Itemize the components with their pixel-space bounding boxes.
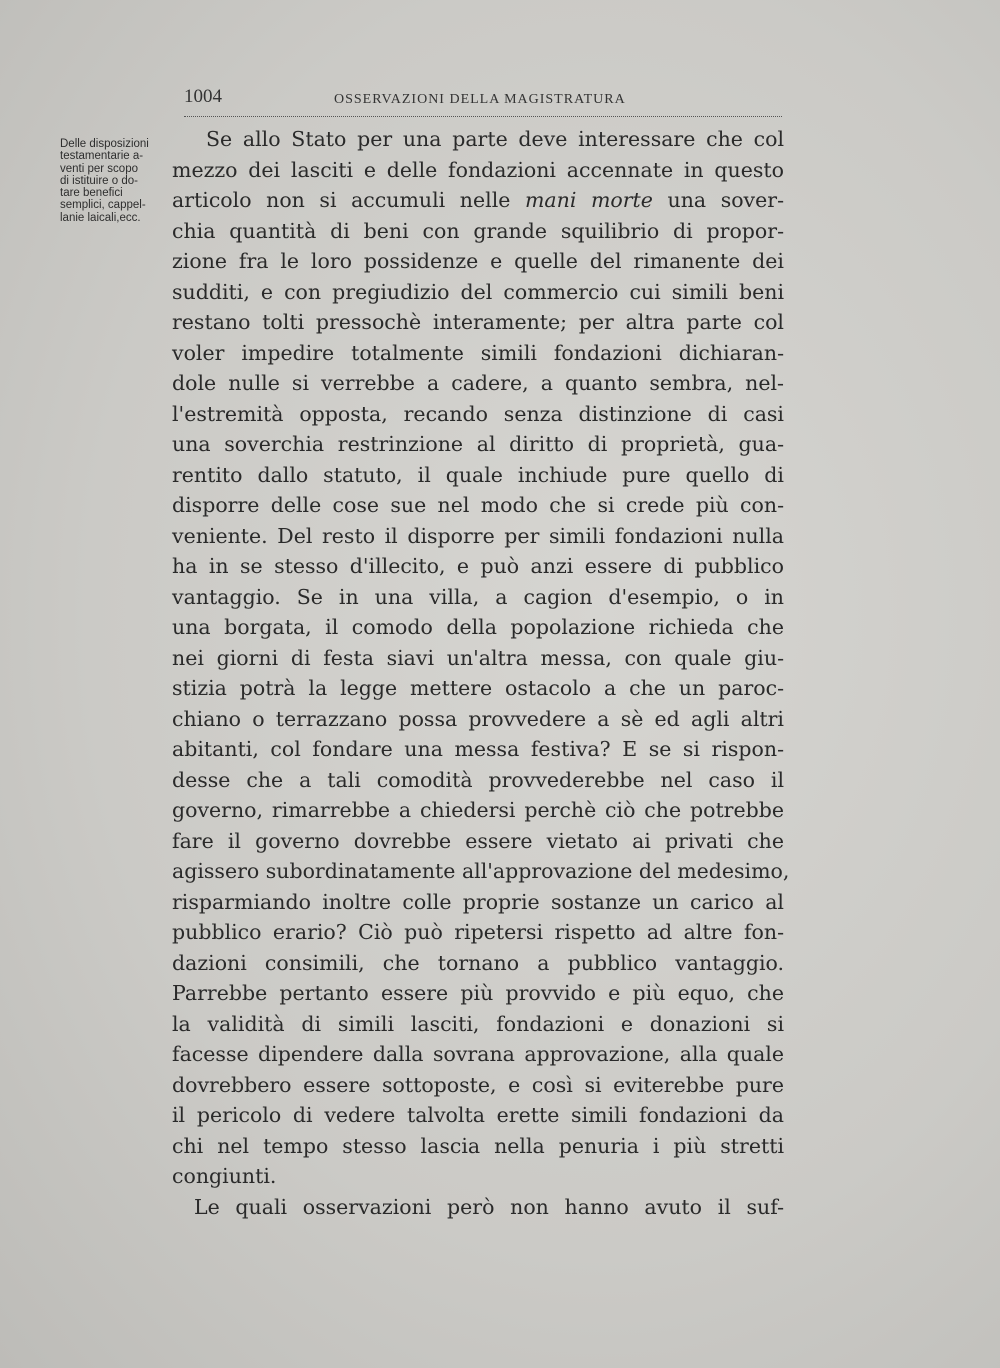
text-line: mezzo dei lasciti e delle fondazioni accennate in questo: [172, 157, 784, 182]
running-head: OSSERVAZIONI DELLA MAGISTRATURA: [334, 92, 626, 107]
text-line: nei giorni di festa siavi un'altra messa, con quale giu-: [172, 645, 784, 670]
text-line: la validità di simili lasciti, fondazioni e donazioni si: [172, 1011, 784, 1036]
text-line-with-italic: [172, 185, 784, 216]
text-line: chia quantità di beni con grande squilibrio di propor-: [172, 218, 784, 243]
text-line: pubblico erario? Ciò può ripetersi rispetto ad altre fon-: [172, 920, 784, 944]
text-line: restano tolti pressochè interamente; per altra parte col: [172, 310, 784, 334]
italic-phrase: mani morte: [524, 188, 653, 212]
text-line: vantaggio. Se in una villa, a cagion d'esempio, o in: [172, 584, 784, 609]
page-number: 1004: [184, 86, 222, 107]
marginal-note-line: Delle disposizioni: [60, 138, 149, 150]
text-line: congiunti.: [172, 1164, 277, 1188]
text-line: risparmiando inoltre colle proprie sostanze un carico al: [172, 889, 784, 914]
text-line: il pericolo di vedere talvolta erette simili fondazioni da: [172, 1103, 784, 1127]
text-line: desse che a tali comodità provvederebbe nel caso il: [172, 767, 784, 792]
body-text: [172, 124, 790, 1222]
text-line: chiano o terrazzano possa provvedere a sè ed agli altri: [172, 706, 784, 731]
text-line: dazioni consimili, che tornano a pubblico vantaggio.: [172, 950, 784, 975]
text-line: Le quali osservazioni però non hanno avuto il suf-: [194, 1194, 784, 1219]
text-fragment: una sover-: [652, 188, 785, 212]
text-line: ha in se stesso d'illecito, e può anzi essere di pubblico: [172, 554, 784, 578]
marginal-note-line: tare benefici: [60, 187, 123, 200]
text-line: abitanti, col fondare una messa festiva? E se si rispon-: [172, 737, 784, 761]
text-line: chi nel tempo stesso lascia nella penuria i più stretti: [172, 1133, 784, 1158]
text-line: disporre delle cose sue nel modo che si crede più con-: [172, 493, 784, 517]
text-line: voler impedire totalmente simili fondazioni dichiaran-: [172, 340, 784, 365]
marginal-note-line: venti per scopo: [60, 162, 138, 175]
text-line: dovrebbero essere sottoposte, e così si eviterebbe pure: [172, 1072, 784, 1097]
text-line: agissero subordinatamente all'approvazione del medesimo,: [172, 859, 790, 883]
marginal-note-line: testamentarie a-: [60, 150, 144, 163]
text-line: Se allo Stato per una parte deve interessare che col: [206, 127, 784, 151]
text-line: una borgata, il comodo della popolazione richieda che: [172, 615, 784, 639]
text-line: stizia potrà la legge mettere ostacolo a che un paroc-: [172, 676, 784, 700]
marginal-note-line: di istituire o do-: [60, 174, 138, 187]
text-fragment: articolo non si accumuli nelle: [172, 188, 525, 212]
text-line: zione fra le loro possidenze e quelle del rimanente dei: [172, 249, 784, 273]
text-line: veniente. Del resto il disporre per simili fondazioni nulla: [172, 523, 784, 548]
marginal-note: [60, 138, 178, 224]
text-line: sudditi, e con pregiudizio del commercio cui simili beni: [172, 279, 784, 304]
text-line: rentito dallo statuto, il quale inchiude pure quello di: [172, 462, 784, 487]
text-line: fare il governo dovrebbe essere vietato ai privati che: [172, 828, 784, 853]
text-line: Parrebbe pertanto essere più provvido e più equo, che: [172, 981, 784, 1005]
text-line: governo, rimarrebbe a chiedersi perchè ciò che potrebbe: [172, 798, 784, 822]
page-header: [184, 86, 782, 117]
text-line: dole nulle si verrebbe a cadere, a quanto sembra, nel-: [172, 371, 784, 395]
marginal-note-line: lanie laicali,ecc.: [60, 211, 141, 224]
marginal-note-line: semplici, cappel-: [60, 199, 146, 212]
text-line: l'estremità opposta, recando senza distinzione di casi: [172, 401, 784, 426]
text-line: una soverchia restrinzione al diritto di proprietà, gua-: [172, 432, 784, 456]
text-line: facesse dipendere dalla sovrana approvazione, alla quale: [172, 1042, 784, 1066]
